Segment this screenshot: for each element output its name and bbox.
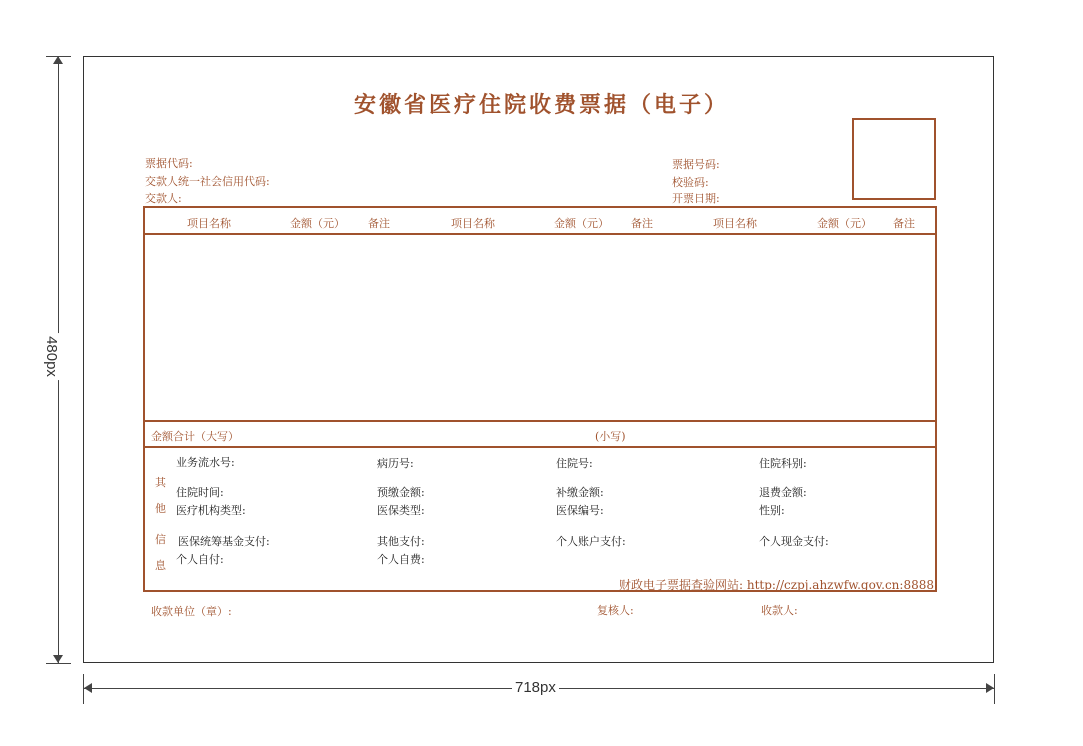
insurance-type-label: 医保类型:: [377, 504, 425, 517]
height-label: 480px: [43, 333, 60, 380]
supplement-amount-label: 补缴金额:: [556, 486, 604, 499]
gender-label: 性别:: [759, 504, 785, 517]
column-header-amount: 金额（元）: [817, 217, 872, 230]
total-divider: [143, 446, 937, 448]
payee-label: 收款人:: [761, 604, 798, 617]
total-uppercase-label: 金额合计（大写）: [151, 430, 239, 443]
other-info-char: 他: [155, 502, 166, 515]
reviewer-label: 复核人:: [597, 604, 634, 617]
column-header-amount: 金额（元）: [290, 217, 345, 230]
bill-number-label: 票据号码:: [672, 158, 720, 171]
self-pay-label: 个人自付:: [176, 553, 224, 566]
stay-period-label: 住院时间:: [176, 486, 224, 499]
column-header-item-name: 项目名称: [187, 217, 231, 230]
check-code-label: 校验码:: [672, 176, 709, 189]
admission-number-label: 住院号:: [556, 457, 593, 470]
pooled-fund-label: 医保统筹基金支付:: [178, 535, 270, 548]
bill-code-label: 票据代码:: [145, 157, 193, 170]
personal-cash-label: 个人现金支付:: [759, 535, 829, 548]
table-body-divider: [143, 420, 937, 422]
column-header-note: 备注: [631, 217, 653, 230]
column-header-note: 备注: [368, 217, 390, 230]
column-header-note: 备注: [893, 217, 915, 230]
other-info-char: 信: [155, 533, 166, 546]
verification-website: 财政电子票据查验网站: http://czpj.ahzwfw.gov.cn:8888: [619, 578, 934, 592]
other-info-char: 息: [155, 559, 166, 572]
issue-date-label: 开票日期:: [672, 192, 720, 205]
institution-type-label: 医疗机构类型:: [176, 504, 246, 517]
self-expense-label: 个人自费:: [377, 553, 425, 566]
column-header-item-name: 项目名称: [451, 217, 495, 230]
receipt-title: 安徽省医疗住院收费票据（电子）: [353, 92, 729, 118]
business-serial-label: 业务流水号:: [176, 456, 235, 469]
column-header-item-name: 项目名称: [713, 217, 757, 230]
personal-account-label: 个人账户支付:: [556, 535, 626, 548]
ward-department-label: 住院科别:: [759, 457, 807, 470]
column-header-amount: 金额（元）: [554, 217, 609, 230]
refund-amount-label: 退费金额:: [759, 486, 807, 499]
medical-record-label: 病历号:: [377, 457, 414, 470]
other-payment-label: 其他支付:: [377, 535, 425, 548]
payer-label: 交款人:: [145, 192, 182, 205]
insurance-number-label: 医保编号:: [556, 504, 604, 517]
table-header-divider: [143, 233, 937, 235]
total-lowercase-label: (小写): [595, 430, 626, 443]
payee-unit-label: 收款单位（章）:: [151, 605, 232, 618]
other-info-char: 其: [155, 476, 166, 489]
width-label: 718px: [512, 679, 559, 696]
seal-box: [852, 118, 936, 200]
prepaid-amount-label: 预缴金额:: [377, 486, 425, 499]
payer-credit-code-label: 交款人统一社会信用代码:: [145, 175, 270, 188]
